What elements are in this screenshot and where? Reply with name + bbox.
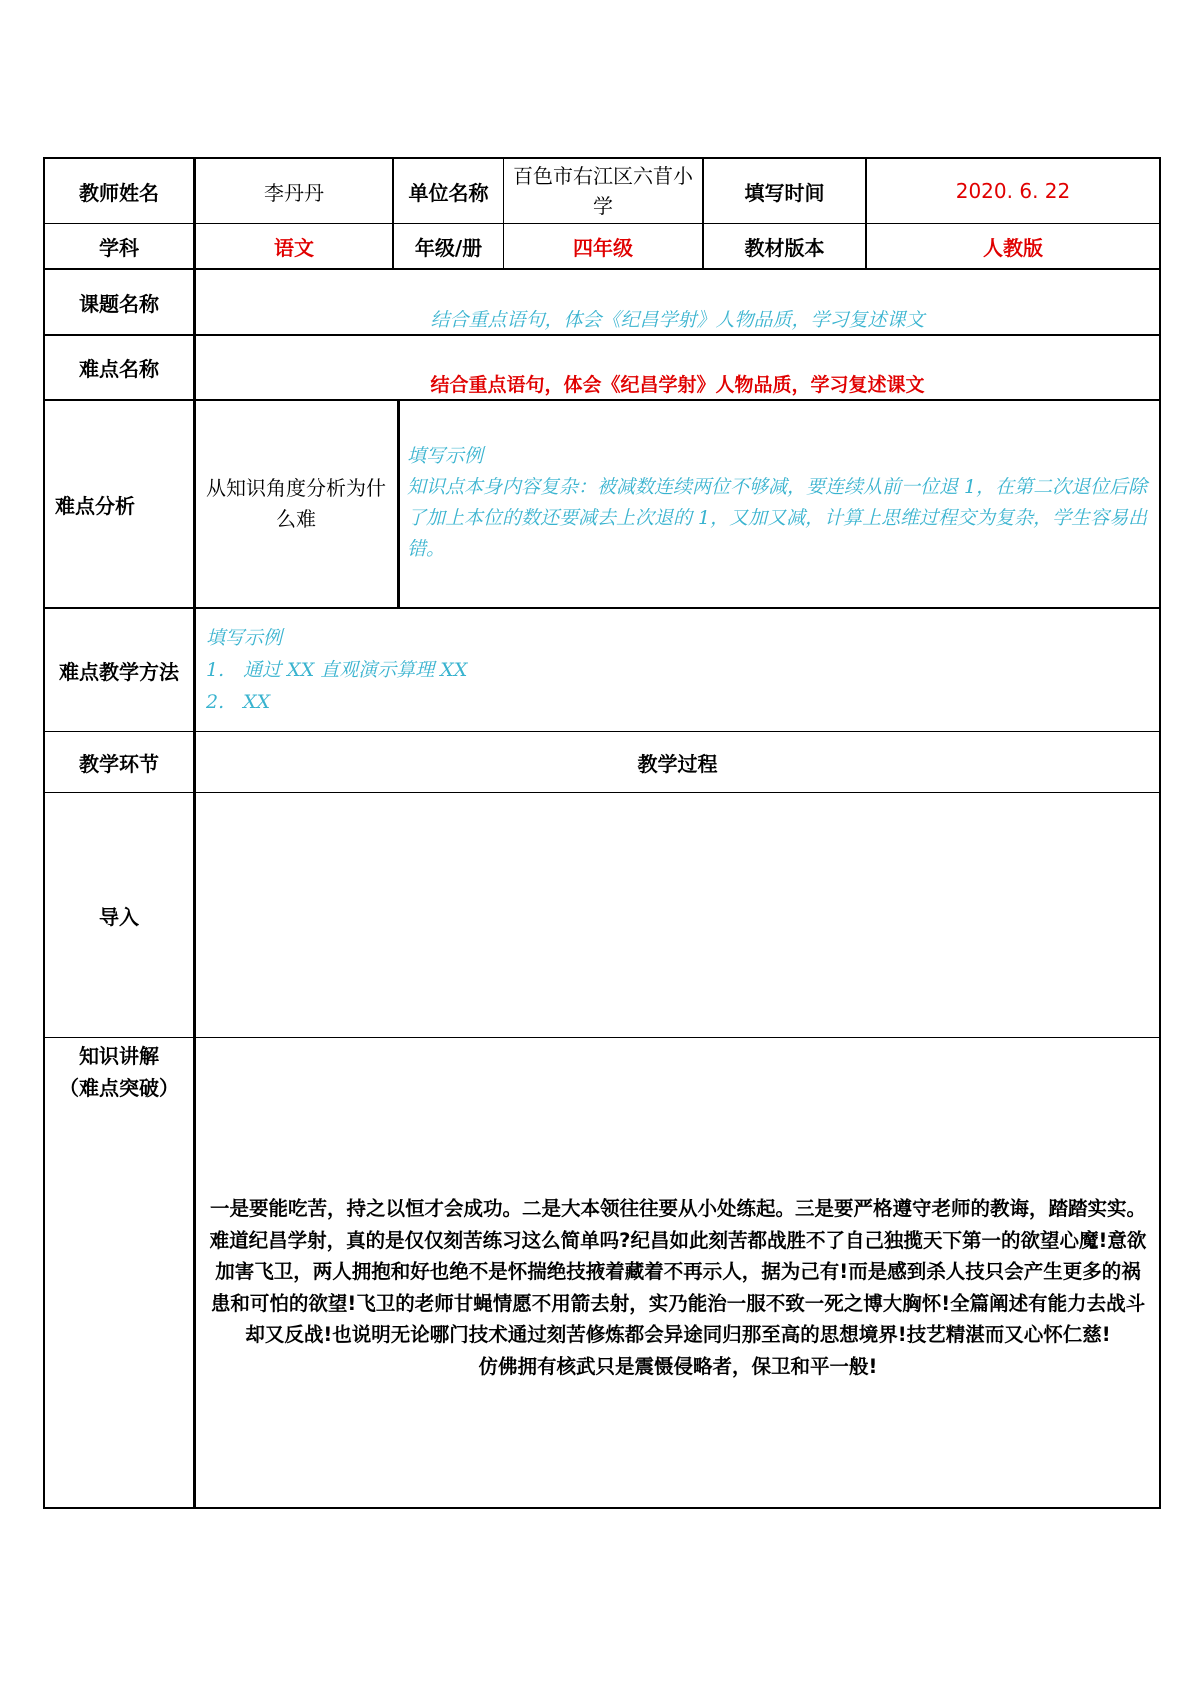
fill-date-value: 2020. 6. 22	[955, 179, 1071, 203]
knowledge-label-line1: 知识讲解	[79, 1044, 159, 1068]
analysis-sub-label: 从知识角度分析为什么难	[206, 476, 386, 531]
topic-value: 结合重点语句，体会《纪昌学射》人物品质，学习复述课文	[430, 309, 925, 331]
difficulty-value: 结合重点语句，体会《纪昌学射》人物品质，学习复述课文	[430, 374, 925, 396]
subject-value: 语文	[274, 235, 314, 260]
analysis-example	[407, 441, 1155, 565]
knowledge-content	[208, 1193, 1148, 1382]
method-label: 难点教学方法	[59, 659, 179, 684]
edition-label: 教材版本	[744, 235, 825, 260]
grade-label: 年级/册	[414, 235, 483, 260]
grade-value: 四年级	[573, 235, 633, 260]
method-item-1: 1. 通过 XX 直观演示算理 XX	[206, 659, 468, 681]
edition-value: 人教版	[983, 235, 1043, 260]
unit-name-label: 单位名称	[408, 180, 489, 205]
topic-label: 课题名称	[79, 291, 159, 316]
teaching-process-label: 教学过程	[637, 751, 718, 776]
subject-label: 学科	[99, 235, 139, 260]
teacher-name-value: 李丹丹	[264, 180, 324, 205]
knowledge-label-line2: （难点突破）	[59, 1076, 179, 1100]
unit-name-value: 百色市右江区六苜小学	[513, 164, 693, 218]
analysis-example-text: 知识点本身内容复杂：被减数连续两位不够减，要连续从前一位退 1，在第二次退位后除了加上本位的数还要减去上次退的 1，又加又减，计算上思维过程交为复杂，学生容易出错。	[407, 476, 1148, 560]
fill-date-label: 填写时间	[744, 180, 825, 205]
method-example-title: 填写示例	[206, 627, 283, 649]
analysis-example-title: 填写示例	[407, 445, 484, 467]
knowledge-para-2: 难道纪昌学射，真的是仅仅刻苦练习这么简单吗?纪昌如此刻苦都战胜不了自己独揽天下第一的欲望心魔!意欲加害飞卫，两人拥抱和好也绝不是怀揣绝技掖着藏着不再示人，据为己有!而是感到杀人技只会产生更多的祸患和可怕的欲望!飞卫的老师甘蝇情愿不用箭去射，实乃能治一服不致一死之博大胸怀!全篇阐述有能力去战斗却又反战!也说明无论哪门技术通过刻苦修炼都会异途同归那至高的思想境界!技艺精湛而又心怀仁慈!	[209, 1228, 1147, 1346]
knowledge-para-1: 一是要能吃苦，持之以恒才会成功。二是大本领往往要从小处练起。三是要严格遵守老师的教诲，踏踏实实。	[209, 1197, 1146, 1220]
method-item-2: 2. XX	[206, 691, 271, 713]
method-example	[206, 622, 1146, 718]
teacher-name-label: 教师姓名	[79, 180, 159, 205]
intro-content	[196, 793, 1159, 1037]
intro-label: 导入	[99, 904, 139, 929]
knowledge-para-3: 仿佛拥有核武只是震慑侵略者，保卫和平一般!	[478, 1354, 878, 1378]
analysis-label: 难点分析	[55, 493, 135, 518]
teaching-stage-label: 教学环节	[79, 751, 159, 776]
difficulty-label: 难点名称	[79, 357, 159, 381]
knowledge-label	[45, 1040, 193, 1104]
